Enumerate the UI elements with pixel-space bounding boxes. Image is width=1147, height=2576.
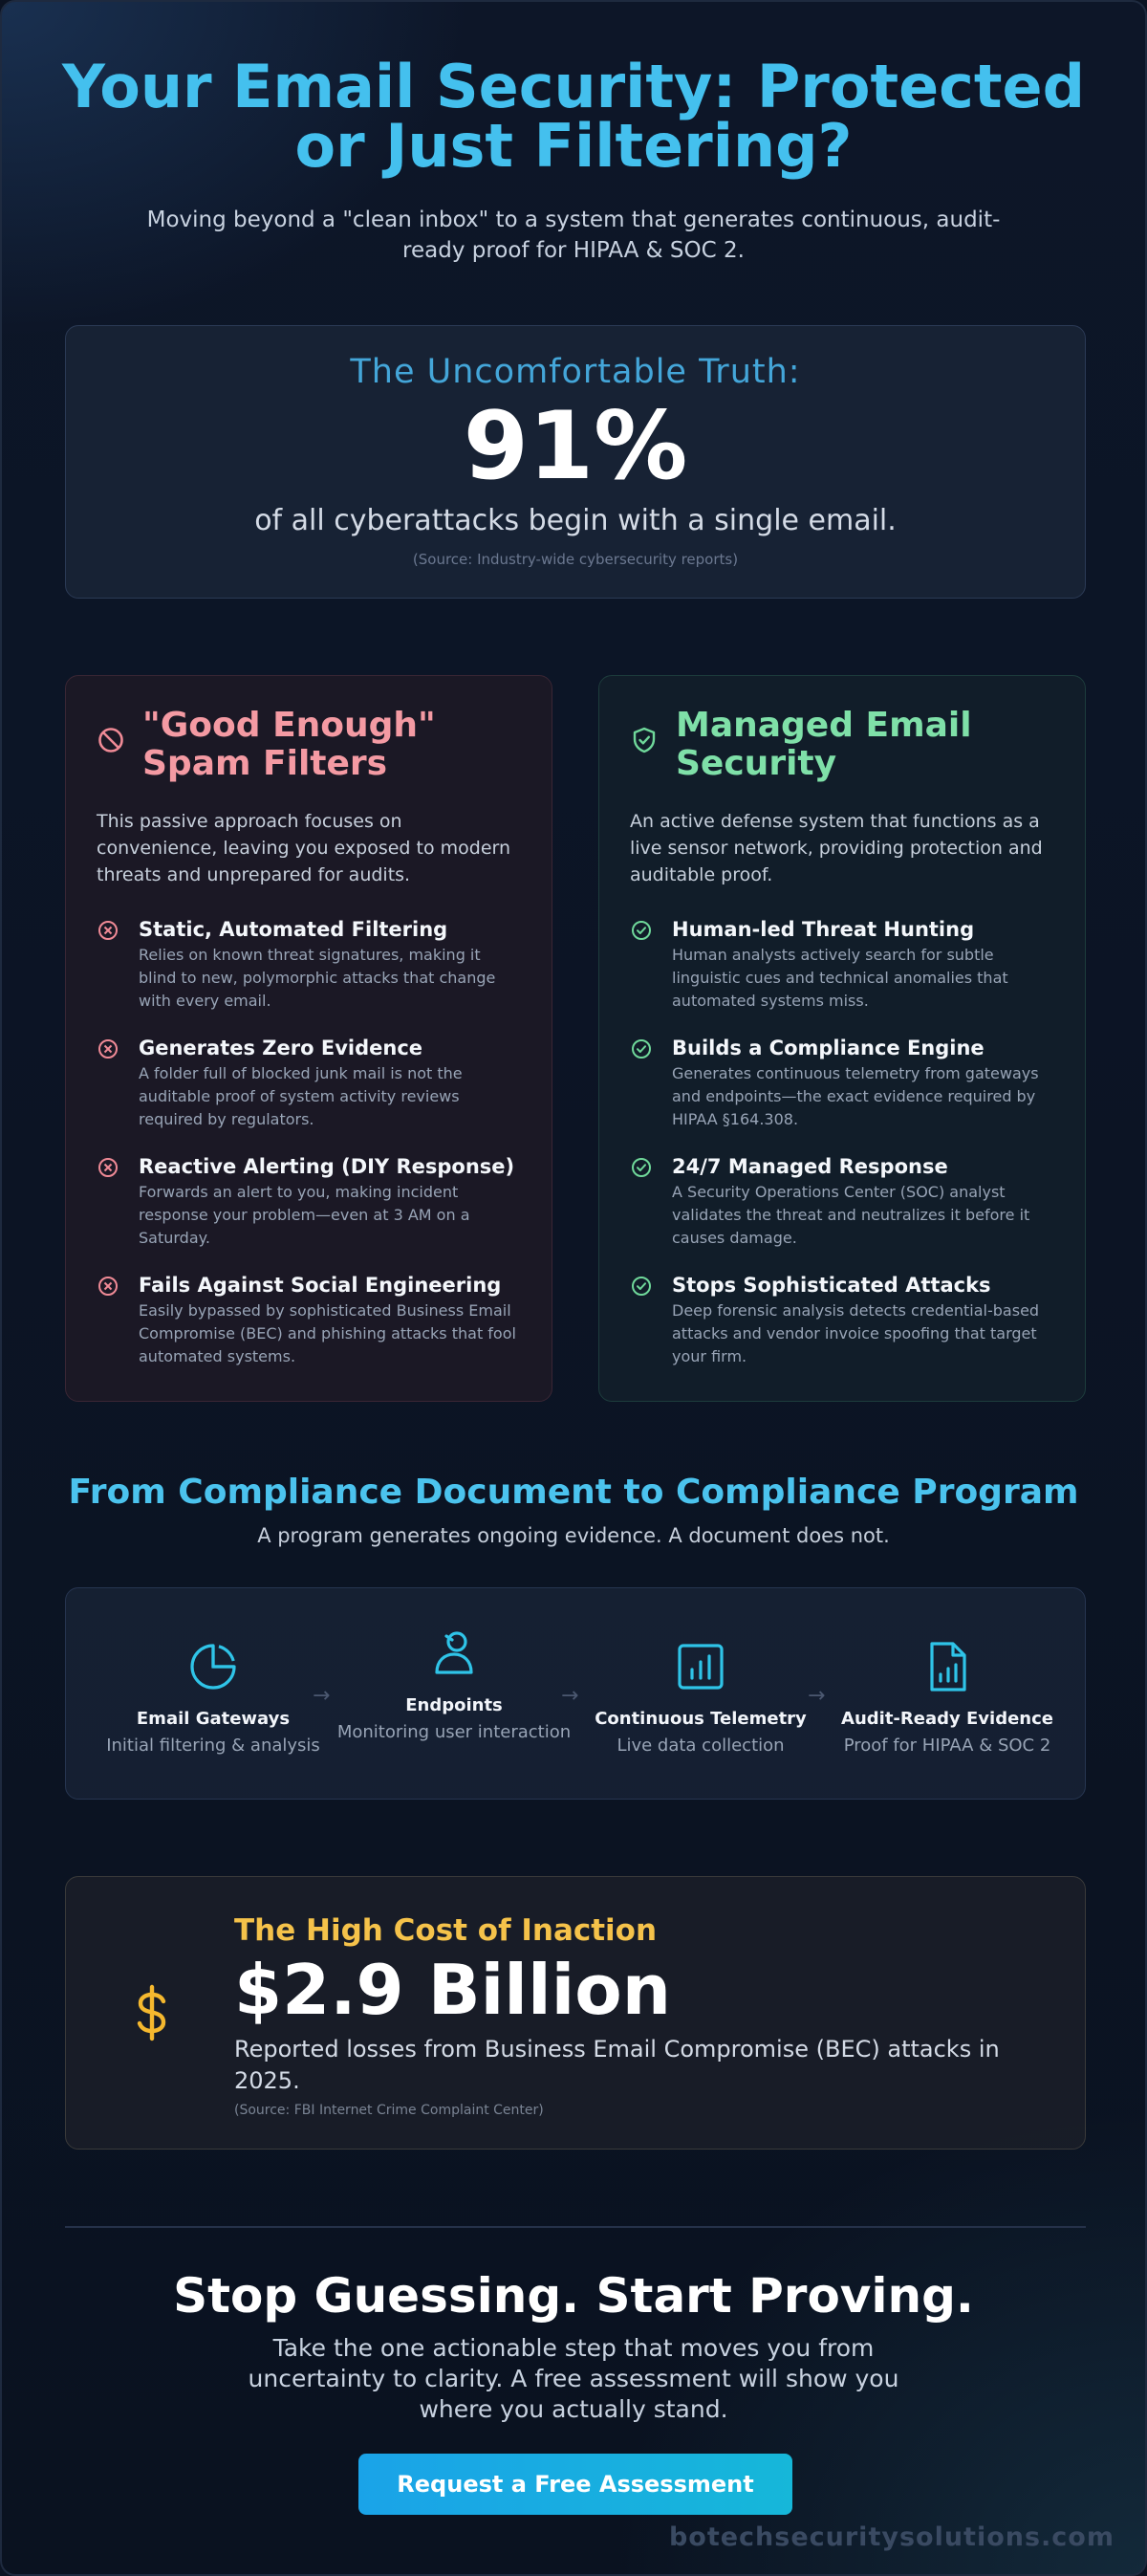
step-text: Monitoring user interaction	[336, 1722, 572, 1742]
flow-step-email-gateways	[89, 1638, 337, 1759]
item-title: Builds a Compliance Engine	[672, 1037, 985, 1059]
item-text: A Security Operations Center (SOC) analyst validates the threat and neutralizes it before it causes damage.	[672, 1183, 1030, 1247]
item-text: Forwards an alert to you, making incident response your problem—even at 3 AM on a Saturday.	[139, 1183, 470, 1247]
compliance-flow	[65, 1587, 1086, 1800]
spam-filter-card	[65, 675, 552, 1402]
item-text: Easily bypassed by sophisticated Business Email Compromise (BEC) and phishing attacks that fool automated systems.	[139, 1301, 516, 1365]
card-description: This passive approach focuses on convenience, leaving you exposed to modern threats and unprepared for audits.	[97, 811, 511, 885]
list-item	[97, 917, 521, 1036]
managed-security-card	[598, 675, 1086, 1402]
arrow-icon: →	[808, 1684, 826, 1708]
card-header	[630, 707, 1054, 783]
x-circle-icon	[97, 1156, 119, 1179]
page-subtitle: Moving beyond a "clean inbox" to a system that generates continuous, audit-ready proof for HIPAA & SOC 2.	[146, 207, 1001, 263]
check-circle-icon	[630, 1275, 653, 1298]
step-title: Continuous Telemetry	[595, 1709, 807, 1729]
x-circle-icon	[97, 1037, 119, 1060]
cost-text: Reported losses from Business Email Compromise (BEC) attacks in 2025.	[234, 2036, 1000, 2094]
card-description: An active defense system that functions as a live sensor network, providing protection and auditable proof.	[630, 811, 1043, 885]
flow-step-continuous-telemetry	[576, 1638, 825, 1759]
cta-text: Take the one actionable step that moves you from uncertainty to clarity. A free assessment will show you where you actually stand.	[248, 2334, 899, 2423]
cost-amount: $2.9 Billion	[234, 1950, 672, 2030]
cta-title: Stop Guessing. Start Proving.	[173, 2268, 974, 2324]
request-assessment-button[interactable]: Request a Free Assessment	[358, 2454, 792, 2515]
x-circle-icon	[97, 1275, 119, 1298]
divider	[65, 2226, 1086, 2228]
cost-label: The High Cost of Inaction	[234, 1913, 658, 1948]
truth-stat-card	[65, 325, 1086, 599]
arrow-icon: →	[561, 1684, 579, 1708]
cost-body	[234, 1913, 1037, 2118]
truth-source: (Source: Industry-wide cybersecurity reports)	[412, 551, 739, 568]
user-icon	[425, 1625, 483, 1682]
arrow-icon: →	[313, 1684, 331, 1708]
card-header	[97, 707, 521, 783]
pie-chart-icon	[184, 1638, 242, 1695]
list-item	[630, 1273, 1054, 1391]
item-title: Fails Against Social Engineering	[139, 1274, 502, 1297]
card-items	[97, 917, 521, 1391]
card-title: "Good Enough" Spam Filters	[142, 706, 436, 783]
truth-text: of all cyberattacks begin with a single email.	[254, 504, 897, 537]
item-text: Deep forensic analysis detects credential-based attacks and vendor invoice spoofing that target your firm.	[672, 1301, 1040, 1365]
item-text: Human analysts actively search for subtle linguistic cues and technical anomalies that automated systems miss.	[672, 946, 1008, 1010]
step-title: Endpoints	[405, 1695, 503, 1715]
card-items	[630, 917, 1054, 1391]
cost-source: (Source: FBI Internet Crime Complaint Center)	[234, 2103, 544, 2118]
check-circle-icon	[630, 1037, 653, 1060]
comparison-section	[65, 675, 1086, 1402]
item-title: Reactive Alerting (DIY Response)	[139, 1155, 515, 1178]
step-text: Live data collection	[617, 1736, 785, 1756]
step-title: Email Gateways	[136, 1709, 291, 1729]
list-item	[630, 1036, 1054, 1154]
flow-step-endpoints	[330, 1625, 578, 1746]
item-text: Relies on known threat signatures, making it blind to new, polymorphic attacks that change with every email.	[139, 946, 496, 1010]
item-title: Stops Sophisticated Attacks	[672, 1274, 991, 1297]
card-title: Managed Email Security	[676, 706, 972, 783]
item-title: Generates Zero Evidence	[139, 1037, 423, 1059]
dollar-icon	[129, 1984, 175, 2041]
cost-card	[65, 1876, 1086, 2150]
step-title: Audit-Ready Evidence	[841, 1709, 1053, 1729]
item-title: Static, Automated Filtering	[139, 918, 448, 941]
program-subtitle: A program generates ongoing evidence. A document does not.	[257, 1524, 890, 1547]
shield-check-icon	[630, 726, 659, 754]
item-title: Human-led Threat Hunting	[672, 918, 975, 941]
x-circle-icon	[97, 919, 119, 942]
list-item	[630, 917, 1054, 1036]
check-circle-icon	[630, 919, 653, 942]
list-item	[97, 1036, 521, 1154]
program-title: From Compliance Document to Compliance Program	[68, 1473, 1079, 1512]
flow-step-audit-ready-evidence	[823, 1638, 1071, 1759]
truth-stat: 91%	[463, 392, 688, 501]
truth-label: The Uncomfortable Truth:	[350, 353, 801, 391]
item-text: Generates continuous telemetry from gateways and endpoints—the exact evidence required by HIPAA §164.308.	[672, 1064, 1039, 1128]
list-item	[97, 1273, 521, 1391]
ban-icon	[97, 726, 125, 754]
check-circle-icon	[630, 1156, 653, 1179]
bar-chart-icon	[672, 1638, 729, 1695]
step-text: Proof for HIPAA & SOC 2	[843, 1736, 1051, 1756]
item-text: A folder full of blocked junk mail is not the auditable proof of system activity reviews required by regulators.	[139, 1064, 463, 1128]
item-title: 24/7 Managed Response	[672, 1155, 948, 1178]
footer-brand: botechsecuritysolutions.com	[668, 2522, 1115, 2552]
list-item	[630, 1154, 1054, 1273]
page-title: Your Email Security: Protected or Just Filtering?	[62, 52, 1085, 181]
step-text: Initial filtering & analysis	[106, 1736, 320, 1756]
file-chart-icon	[919, 1638, 976, 1695]
hero	[2, 2, 1145, 266]
list-item	[97, 1154, 521, 1273]
